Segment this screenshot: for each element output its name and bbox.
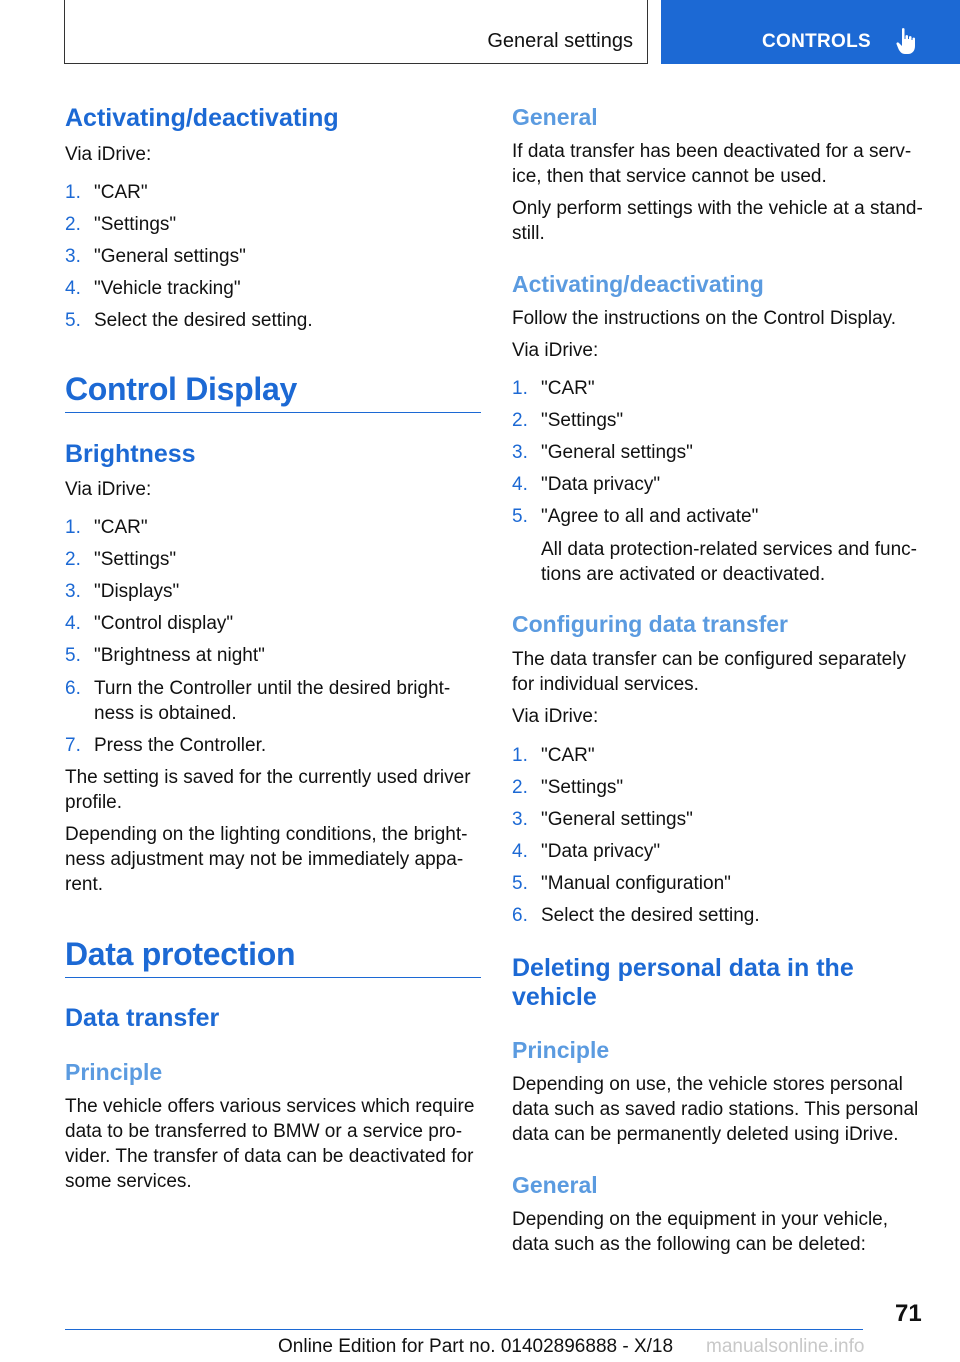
list-number: 7. <box>65 735 81 756</box>
heading-principle: Principle <box>512 1037 610 1063</box>
list-number: 1. <box>65 182 81 203</box>
heading-deleting-personal-data-line2: vehicle <box>512 983 597 1011</box>
list-number: 2. <box>65 214 81 235</box>
list-number: 4. <box>512 841 528 862</box>
list-number: 4. <box>65 613 81 634</box>
via-idrive-label: Via iDrive: <box>65 479 152 500</box>
footer-edition-text: Online Edition for Part no. 01402896888 - X/18 <box>278 1336 674 1357</box>
list-text: "CAR" <box>94 517 148 538</box>
paragraph-line: If data transfer has been deactivated for a serv‐ <box>512 141 912 162</box>
list-text: "CAR" <box>541 378 595 399</box>
list-number: 5. <box>512 873 528 894</box>
list-number: 4. <box>65 278 81 299</box>
paragraph-line: data such as saved radio stations. This personal <box>512 1099 919 1120</box>
list-number: 1. <box>512 745 528 766</box>
list-number: 1. <box>512 378 528 399</box>
list-text: Select the desired setting. <box>94 310 313 331</box>
paragraph-line: Depending on use, the vehicle stores personal <box>512 1074 903 1095</box>
list-number: 3. <box>512 809 528 830</box>
header-section-title: General settings <box>487 30 633 52</box>
list-number: 5. <box>65 310 81 331</box>
list-number: 1. <box>65 517 81 538</box>
list-number: 3. <box>65 581 81 602</box>
paragraph-line: Follow the instructions on the Control Display. <box>512 308 897 329</box>
heading-configuring-data-transfer: Configuring data transfer <box>512 611 789 637</box>
list-text: ness is obtained. <box>94 703 237 724</box>
list-text: Turn the Controller until the desired bright‐ <box>94 678 451 699</box>
heading-rule <box>65 977 481 978</box>
paragraph-line: The setting is saved for the currently used driver <box>65 767 471 788</box>
heading-data-transfer: Data transfer <box>65 1004 220 1032</box>
list-text: "Settings" <box>541 410 624 431</box>
header-tab-controls[interactable] <box>661 0 960 64</box>
paragraph-line: Depending on the lighting conditions, the bright‐ <box>65 824 468 845</box>
paragraph-line: still. <box>512 223 545 244</box>
list-number: 2. <box>512 777 528 798</box>
list-number: 3. <box>65 246 81 267</box>
via-idrive-label: Via iDrive: <box>65 144 152 165</box>
paragraph-line: ice, then that service cannot be used. <box>512 166 827 187</box>
list-text: "General settings" <box>94 246 246 267</box>
list-number: 3. <box>512 442 528 463</box>
heading-principle: Principle <box>65 1059 163 1085</box>
list-text: "Settings" <box>94 549 177 570</box>
list-text: "Brightness at night" <box>94 645 265 666</box>
list-note-text: tions are activated or deactivated. <box>541 564 826 585</box>
heading-general: General <box>512 104 598 130</box>
heading-control-display: Control Display <box>65 371 297 407</box>
heading-rule <box>65 412 481 413</box>
paragraph-line: ness adjustment may not be immediately appa‐ <box>65 849 464 870</box>
via-idrive-label: Via iDrive: <box>512 706 599 727</box>
paragraph-line: for individual services. <box>512 674 699 695</box>
list-text: "Settings" <box>541 777 624 798</box>
via-idrive-label: Via iDrive: <box>512 340 599 361</box>
heading-general: General <box>512 1172 598 1198</box>
list-number: 6. <box>65 678 81 699</box>
list-number: 2. <box>65 549 81 570</box>
heading-activating-deactivating: Activating/deactivating <box>65 104 339 132</box>
watermark-text: manualsonline.info <box>706 1336 865 1357</box>
heading-data-protection: Data protection <box>65 936 296 972</box>
list-number: 4. <box>512 474 528 495</box>
paragraph-line: data can be permanently deleted using iDrive. <box>512 1124 899 1145</box>
heading-brightness: Brightness <box>65 440 196 468</box>
list-text: "CAR" <box>541 745 595 766</box>
paragraph-line: The vehicle offers various services which require <box>65 1096 475 1117</box>
list-text: "General settings" <box>541 442 693 463</box>
list-number: 6. <box>512 905 528 926</box>
paragraph-line: vider. The transfer of data can be deactivated for <box>65 1146 474 1167</box>
list-text: Press the Controller. <box>94 735 267 756</box>
list-text: "Agree to all and activate" <box>541 506 759 527</box>
heading-deleting-personal-data: Deleting personal data in the <box>512 954 854 982</box>
header-tab-label: CONTROLS <box>762 31 872 52</box>
list-text: "Vehicle tracking" <box>94 278 241 299</box>
footer-rule <box>65 1329 863 1330</box>
paragraph-line: Only perform settings with the vehicle at a stand‐ <box>512 198 923 219</box>
list-note-text: All data protection-related services and func‐ <box>541 539 917 560</box>
list-text: "Control display" <box>94 613 234 634</box>
heading-activating-deactivating: Activating/deactivating <box>512 271 764 297</box>
paragraph-line: data to be transferred to BMW or a service pro‐ <box>65 1121 463 1142</box>
list-text: "Data privacy" <box>541 841 661 862</box>
list-number: 2. <box>512 410 528 431</box>
list-text: "Displays" <box>94 581 180 602</box>
list-text: "Settings" <box>94 214 177 235</box>
list-number: 5. <box>65 645 81 666</box>
paragraph-line: some services. <box>65 1171 192 1192</box>
paragraph-line: The data transfer can be configured separately <box>512 649 906 670</box>
list-number: 5. <box>512 506 528 527</box>
list-text: "CAR" <box>94 182 148 203</box>
hand-pointer-icon <box>896 27 920 55</box>
list-text: "General settings" <box>541 809 693 830</box>
page-number: 71 <box>895 1300 922 1327</box>
list-text: "Data privacy" <box>541 474 661 495</box>
paragraph-line: rent. <box>65 874 104 895</box>
paragraph-line: Depending on the equipment in your vehicle, <box>512 1209 889 1230</box>
paragraph-line: profile. <box>65 792 123 813</box>
paragraph-line: data such as the following can be deleted: <box>512 1234 866 1255</box>
header-section-box <box>64 0 648 64</box>
list-text: Select the desired setting. <box>541 905 760 926</box>
list-text: "Manual configuration" <box>541 873 731 894</box>
